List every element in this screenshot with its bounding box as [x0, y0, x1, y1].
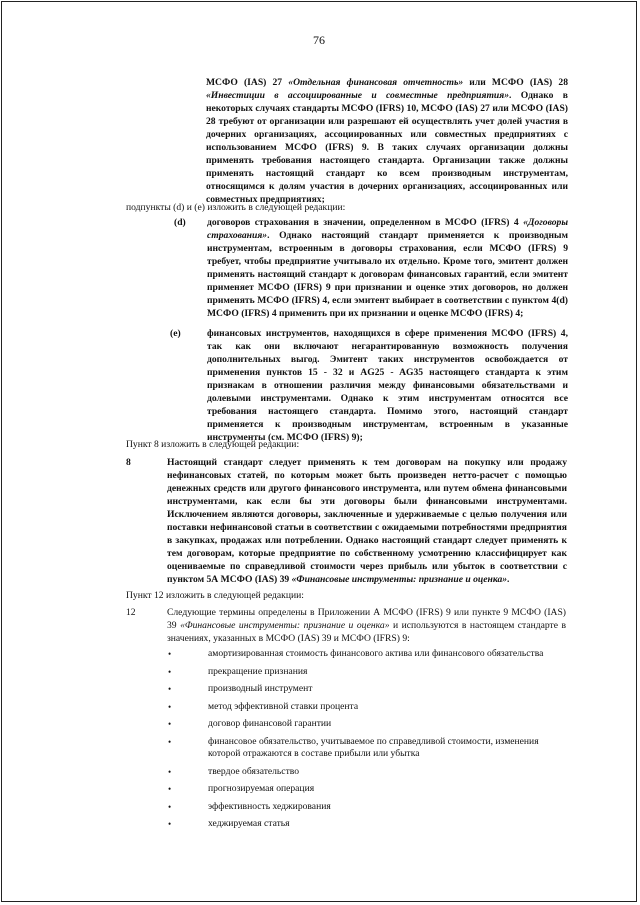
term-text: твердое обязательство	[208, 765, 300, 777]
text-run: и используются в настоящем стандарте в значениях, указанных в МСФО (IAS) 39 и МСФО (IFRS) 9:	[167, 620, 566, 644]
text-run: или МСФО (IAS) 28	[463, 77, 568, 88]
list-item	[167, 736, 567, 761]
list-item	[167, 783, 567, 796]
list-item	[167, 801, 567, 814]
bullet-icon: •	[168, 719, 172, 729]
term-text: финансовое обязательство, учитываемое по справедливой стоимости, изменения которой отражаются в составе прибыли или убытка	[208, 735, 539, 759]
bullet-icon: •	[168, 649, 172, 659]
standard-title: «Финансовые инструменты: признание и оценка»	[291, 574, 508, 585]
bullet-icon: •	[168, 736, 172, 747]
term-text: метод эффективной ставки процента	[208, 700, 359, 712]
list-item	[167, 718, 567, 731]
amendment-instruction-p8: Пункт 8 изложить в следующей редакции:	[126, 439, 300, 450]
terms-list	[167, 648, 567, 836]
item-d-label: (d)	[174, 217, 186, 228]
standard-title: «Инвестиции в ассоциированные и совместные предприятия»	[206, 90, 509, 101]
standard-title: «Отдельная финансовая отчетность»	[288, 77, 464, 88]
paragraph-8-number: 8	[126, 457, 131, 468]
amendment-instruction-p12: Пункт 12 изложить в следующей редакции:	[126, 590, 304, 601]
list-item	[167, 648, 567, 661]
term-text: прекращение признания	[208, 665, 308, 677]
term-text: амортизированная стоимость финансового актива или финансового обязательства	[208, 648, 544, 659]
term-text: хеджируемая статья	[208, 818, 290, 829]
bullet-icon: •	[168, 766, 172, 777]
list-item	[167, 683, 567, 696]
document-page	[1, 1, 637, 902]
standard-title: «Финансовые инструменты: признание и оценка»	[180, 620, 390, 631]
bullet-icon: •	[168, 784, 172, 794]
bullet-icon: •	[168, 684, 172, 694]
text-run: . Однако настоящий стандарт применяется к производным инструментам, встроенным в договоры страхования, если МСФО (IFRS) 9 требует, чтобы предприятие учитывало их отдельно. Кроме того, эмитент должен применять настоящий стандарт к договорам финансовых гарантий, если эмитент применяет МСФО (IFRS) 9 при признании и оценке этих договоров, но должен применять МСФО (IFRS) 4, если эмитент выбирает в соответствии с пунктом 4(d) МСФО (IFRS) 4 применить при их признании и оценке МСФО (IFRS) 4;	[207, 230, 568, 319]
list-item	[167, 666, 567, 679]
bullet-icon: •	[168, 666, 172, 677]
bullet-icon: •	[168, 701, 172, 712]
continued-paragraph	[206, 76, 568, 206]
item-d-text	[207, 216, 568, 320]
text-run: МСФО (IAS) 27	[206, 77, 289, 88]
standard-title: «Договоры страхования»	[207, 217, 568, 241]
text-run: . Однако в некоторых случаях стандарты МСФО (IFRS) 10, МСФО (IAS) 27 или МСФО (IAS) 28 требуют от организации или разрешают ей осуществлять учет долей участия в дочерних организациях, ассоциированных или совместных предприятиях с использованием МСФО (IFRS) 9. В таких случаях организации должны применять требования настоящего стандарта. Организации также должны применять настоящий стандарт ко всем производным инструментам, относящимся к долям участия в дочерних организациях, ассоциированных или совместных предприятиях;	[206, 90, 568, 205]
bullet-icon: •	[168, 801, 172, 812]
paragraph-12-number: 12	[126, 607, 136, 618]
text-run: договоров страхования в значении, определенном в МСФО (IFRS) 4	[207, 217, 524, 228]
list-item	[167, 818, 567, 831]
term-text: договор финансовой гарантии	[208, 718, 332, 729]
paragraph-12-text	[167, 606, 566, 645]
item-e-label: (e)	[170, 328, 181, 339]
text-run: .	[507, 574, 510, 585]
item-e-text: финансовых инструментов, находящихся в сфере применения МСФО (IFRS) 4, так как они включают негарантированную возможность получения дополнительных выгод. Эмитент таких инструментов освобождается от применения пунктов 15 - 32 и AG25 - AG35 настоящего стандарта к этим признакам в отношении различия между финансовыми обязательствами и долевыми инструментами. Однако к этим инструментам относятся все требования настоящего стандарта. Помимо этого, настоящий стандарт применяется к производным инструментам, встроенным в указанные инструменты (см. МСФО (IFRS) 9);	[207, 328, 568, 443]
term-text: производный инструмент	[208, 683, 313, 694]
term-text: эффективность хеджирования	[208, 800, 331, 812]
list-item	[167, 766, 567, 779]
paragraph-8-text	[167, 456, 567, 586]
text-run: Настоящий стандарт следует применять к тем договорам на покупку или продажу нефинансовых статей, по которым может быть произведен нетто-расчет с помощью денежных средств или другого финансового инструмента, или путем обмена финансовыми инструментами, как если бы эти договоры были финансовыми инструментами. Исключением являются договоры, заключенные и удерживаемые с целью получения или поставки нефинансовой статьи в соответствии с ожидаемыми потребностями предприятия в закупках, продажах или потреблении. Однако настоящий стандарт следует применять к тем договорам, которые предприятие по собственному усмотрению классифицирует как оцениваемые по справедливой стоимости через прибыль или убыток в соответствии с пунктом 5А МСФО (IAS) 39	[167, 457, 567, 585]
bullet-icon: •	[168, 819, 172, 829]
term-text: прогнозируемая операция	[208, 783, 315, 794]
amendment-instruction-de: подпункты (d) и (е) изложить в следующей редакции:	[126, 202, 346, 213]
page-number: 76	[313, 33, 325, 47]
list-item	[167, 701, 567, 714]
text-run: Следующие термины определены в Приложении А МСФО (IFRS) 9 или пункте 9 МСФО (IAS) 39	[167, 607, 566, 631]
